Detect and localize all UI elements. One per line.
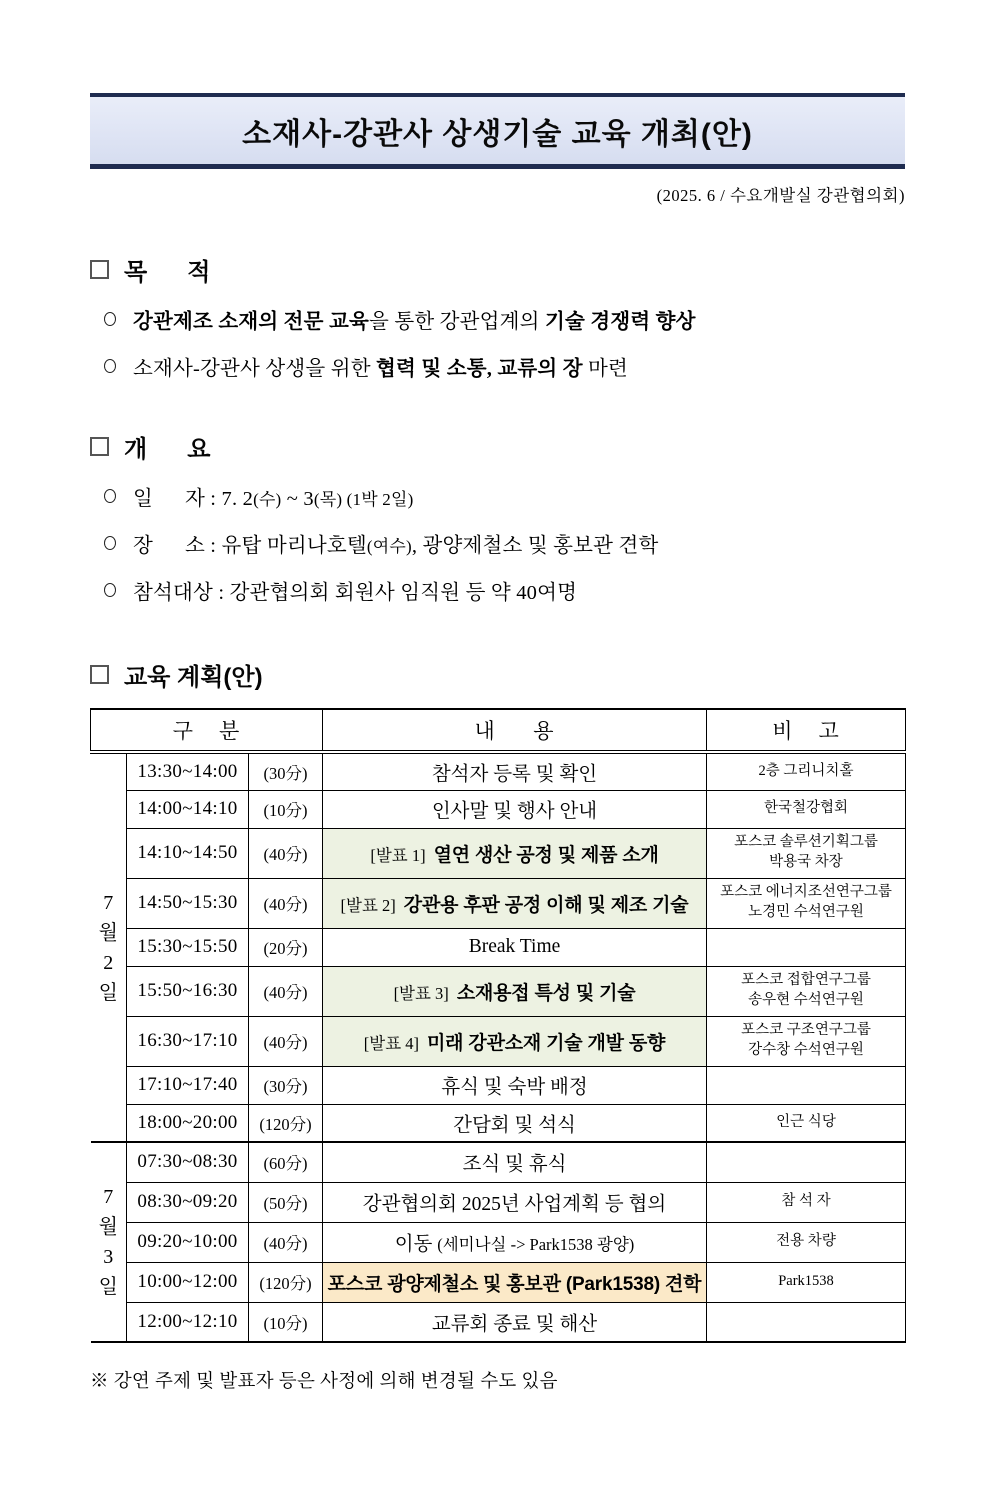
overview-item-attendees	[90, 575, 905, 605]
time-cell: 08:30~09:20	[127, 1182, 249, 1222]
day-label-char: 일	[98, 1276, 118, 1298]
content-text: 휴식 및 숙박 배정	[441, 1077, 588, 1098]
overview-item-text: 참석대상 : 강관협의회 회원사 임직원 등 약 40여명	[133, 582, 578, 604]
remark-line: 박용국 차장	[769, 854, 843, 870]
purpose-item-text: 소재사-강관사 상생을 위한 협력 및 소통, 교류의 장 마련	[133, 358, 629, 380]
day-label-char: 월	[98, 1216, 118, 1238]
plan-row	[91, 1222, 906, 1262]
purpose-heading-label: 목 적	[124, 259, 211, 286]
overview-item-text: 일 자 : 7. 2(수) ~ 3(목) (1박 2일)	[133, 488, 414, 510]
document-subtitle: (2025. 6 / 수요개발실 강관협의회)	[656, 186, 905, 205]
content-cell	[323, 1066, 707, 1104]
time-cell: 10:00~12:00	[127, 1262, 249, 1302]
content-cell	[323, 1142, 707, 1182]
time-cell: 13:30~14:00	[127, 752, 249, 790]
plan-heading	[90, 657, 905, 692]
overview-item-place	[90, 528, 905, 558]
duration-cell: (120分)	[249, 1262, 323, 1302]
remark-line: 인근 식당	[776, 1113, 836, 1130]
content-cell	[323, 966, 707, 1016]
remark-line: 참 석 자	[781, 1193, 831, 1210]
content-text: 미래 강관소재 기술 개발 동향	[427, 1032, 666, 1054]
remark-line: 포스코 솔루션기획그룹	[734, 834, 878, 851]
overview-item-date	[90, 481, 905, 511]
remark-line: 노경민 수석연구원	[748, 904, 864, 920]
time-cell: 15:30~15:50	[127, 928, 249, 966]
content-cell	[323, 1262, 707, 1302]
plan-row	[91, 928, 906, 966]
remark-cell	[707, 966, 906, 1016]
day-label-char: 7	[103, 1186, 114, 1208]
remark-line: 포스코 접합연구그룹	[741, 972, 871, 989]
circle-bullet-icon	[104, 359, 116, 373]
plan-row	[91, 828, 906, 878]
day-label-char: 일	[98, 981, 118, 1004]
circle-bullet-icon	[104, 583, 116, 597]
remark-line: 포스코 에너지조선연구그룹	[720, 884, 892, 901]
duration-cell: (40分)	[249, 1222, 323, 1262]
overview-item-text: 장 소 : 유탑 마리나호텔(여수), 광양제철소 및 홍보관 견학	[133, 535, 659, 557]
content-text: Break Time	[468, 936, 561, 957]
day-label	[91, 1142, 127, 1342]
day-label	[91, 752, 127, 1142]
day-label-char: 7	[103, 891, 114, 914]
duration-cell: (50分)	[249, 1182, 323, 1222]
time-cell: 12:00~12:10	[127, 1302, 249, 1342]
duration-cell: (40分)	[249, 878, 323, 928]
column-header-content: 내 용	[323, 709, 707, 752]
presentation-tag: [발표 4]	[363, 1033, 420, 1053]
circle-bullet-icon	[104, 489, 116, 503]
duration-cell: (40分)	[249, 1016, 323, 1066]
presentation-tag: [발표 2]	[340, 895, 396, 915]
plan-row	[91, 878, 906, 928]
duration-cell: (30分)	[249, 752, 323, 790]
plan-heading-label: 교육 계획(안)	[124, 664, 263, 691]
plan-row	[91, 1262, 906, 1302]
duration-cell: (40分)	[249, 828, 323, 878]
time-cell: 15:50~16:30	[127, 966, 249, 1016]
remark-cell	[707, 1066, 906, 1104]
remark-line: Park1538	[778, 1273, 834, 1290]
plan-row	[91, 966, 906, 1016]
content-text: 참석자 등록 및 확인	[431, 763, 598, 785]
content-cell	[323, 1104, 707, 1142]
content-subtext: (세미나실 -> Park1538 광양)	[437, 1235, 635, 1254]
plan-row	[91, 1104, 906, 1142]
remark-cell	[707, 1142, 906, 1182]
duration-cell: (120分)	[249, 1104, 323, 1142]
time-cell: 14:00~14:10	[127, 790, 249, 828]
content-cell	[323, 790, 707, 828]
content-text: 강관용 후판 공정 이해 및 제조 기술	[403, 894, 689, 916]
plan-row	[91, 752, 906, 790]
content-cell	[323, 752, 707, 790]
remark-line: 한국철강협회	[763, 800, 849, 817]
column-header-remark: 비 고	[707, 709, 906, 752]
presentation-tag: [발표 3]	[393, 983, 449, 1003]
presentation-tag: [발표 1]	[370, 845, 426, 865]
content-text: 포스코 광양제철소 및 홍보관 (Park1538) 견학	[327, 1273, 702, 1295]
plan-table-header-row	[91, 709, 906, 752]
duration-cell: (10分)	[249, 1302, 323, 1342]
remark-cell	[707, 878, 906, 928]
title-bar	[90, 93, 905, 169]
plan-row	[91, 1016, 906, 1066]
column-header-division: 구 분	[91, 709, 323, 752]
remark-cell	[707, 1302, 906, 1342]
checkbox-icon	[90, 260, 109, 279]
purpose-item	[90, 351, 905, 381]
plan-table	[90, 708, 906, 1343]
day-label-char: 2	[103, 951, 114, 974]
plan-table-body	[91, 752, 906, 1342]
time-cell: 07:30~08:30	[127, 1142, 249, 1182]
overview-heading	[90, 429, 905, 464]
remark-line: 포스코 구조연구그룹	[741, 1022, 871, 1039]
remark-cell	[707, 1104, 906, 1142]
time-cell: 09:20~10:00	[127, 1222, 249, 1262]
circle-bullet-icon	[104, 312, 116, 326]
remark-cell	[707, 1222, 906, 1262]
content-cell	[323, 878, 707, 928]
checkbox-icon	[90, 437, 109, 456]
content-text: 교류회 종료 및 해산	[431, 1313, 598, 1335]
purpose-item-text: 강관제조 소재의 전문 교육을 통한 강관업계의 기술 경쟁력 향상	[133, 311, 696, 333]
time-cell: 14:50~15:30	[127, 878, 249, 928]
day-label-char: 월	[98, 921, 118, 944]
plan-row	[91, 1182, 906, 1222]
content-text: 조식 및 휴식	[462, 1154, 567, 1176]
content-cell	[323, 1016, 707, 1066]
duration-cell: (60分)	[249, 1142, 323, 1182]
time-cell: 18:00~20:00	[127, 1104, 249, 1142]
circle-bullet-icon	[104, 536, 116, 550]
plan-row	[91, 790, 906, 828]
content-cell	[323, 1222, 707, 1262]
content-text: 간담회 및 석식	[453, 1114, 576, 1136]
content-cell	[323, 1302, 707, 1342]
content-text: 강관협의회 2025년 사업계획 등 협의	[362, 1194, 667, 1215]
remark-cell	[707, 752, 906, 790]
remark-line: 강수창 수석연구원	[748, 1042, 864, 1058]
duration-cell: (10分)	[249, 790, 323, 828]
plan-row	[91, 1142, 906, 1182]
remark-cell	[707, 828, 906, 878]
content-text: 소재용접 특성 및 기술	[456, 982, 636, 1004]
remark-cell	[707, 928, 906, 966]
day-label-char: 3	[103, 1246, 114, 1268]
checkbox-icon	[90, 665, 109, 684]
plan-row	[91, 1066, 906, 1104]
remark-line: 송우현 수석연구원	[748, 992, 864, 1008]
content-text: 이동	[394, 1234, 438, 1255]
duration-cell: (40分)	[249, 966, 323, 1016]
time-cell: 17:10~17:40	[127, 1066, 249, 1104]
footnote: ※ 강연 주제 및 발표자 등은 사정에 의해 변경될 수도 있음	[90, 1372, 558, 1392]
remark-line: 2층 그리니치홀	[758, 762, 854, 779]
time-cell: 14:10~14:50	[127, 828, 249, 878]
overview-heading-label: 개 요	[124, 436, 211, 463]
remark-cell	[707, 1016, 906, 1066]
remark-line: 전용 차량	[776, 1233, 836, 1250]
time-cell: 16:30~17:10	[127, 1016, 249, 1066]
remark-cell	[707, 1262, 906, 1302]
content-text: 인사말 및 행사 안내	[431, 801, 598, 822]
content-cell	[323, 1182, 707, 1222]
content-cell	[323, 828, 707, 878]
duration-cell: (20分)	[249, 928, 323, 966]
purpose-heading	[90, 252, 905, 287]
content-cell	[323, 928, 707, 966]
page-title: 소재사-강관사 상생기술 교육 개최(안)	[242, 118, 753, 151]
remark-cell	[707, 1182, 906, 1222]
duration-cell: (30分)	[249, 1066, 323, 1104]
plan-row	[91, 1302, 906, 1342]
remark-cell	[707, 790, 906, 828]
content-text: 열연 생산 공정 및 제품 소개	[433, 844, 659, 866]
document-page	[90, 93, 905, 1393]
purpose-item	[90, 304, 905, 334]
